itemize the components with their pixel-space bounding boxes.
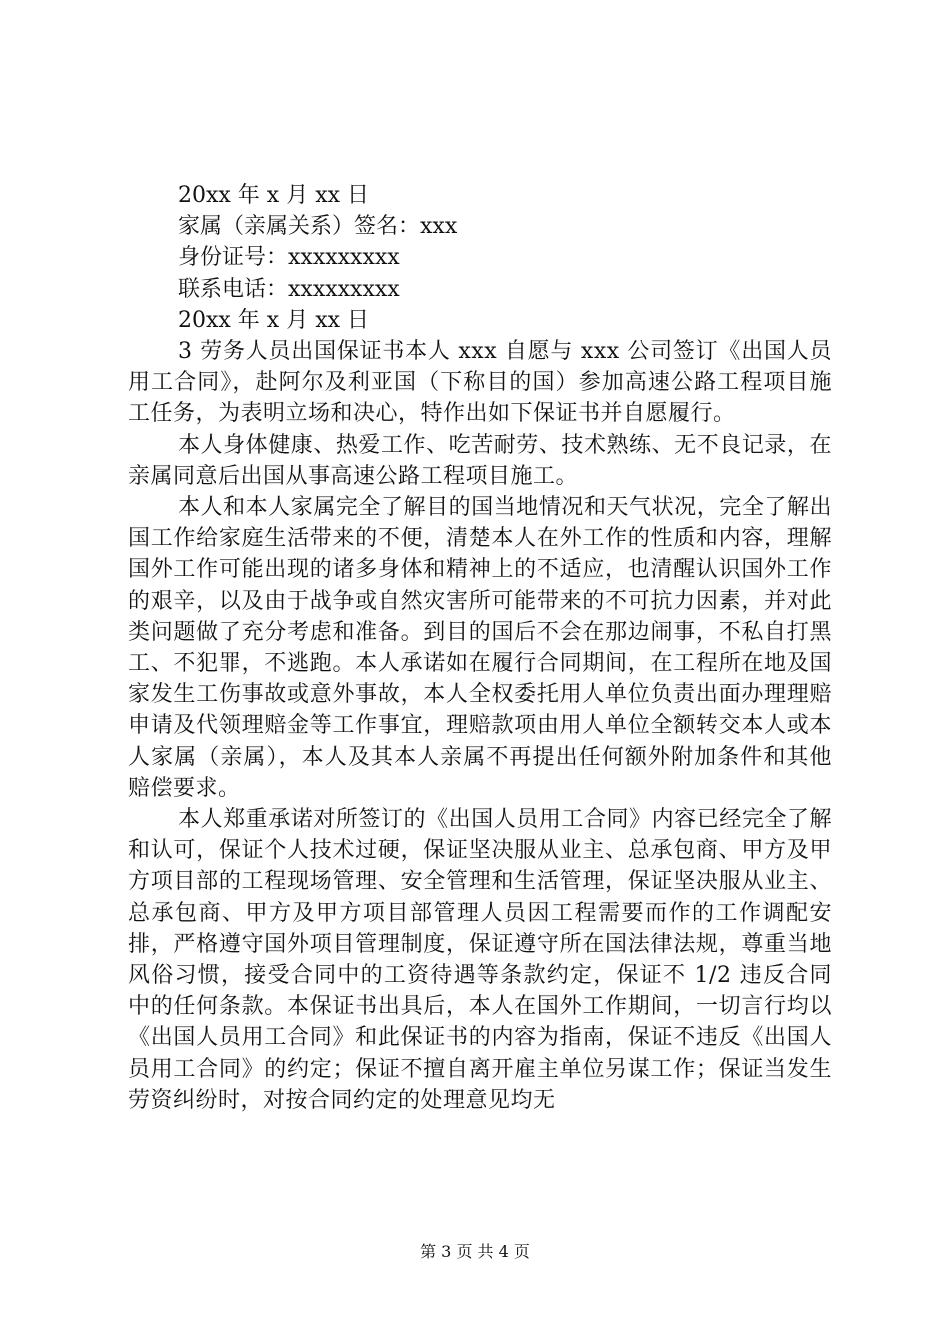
- id-number-line: 身份证号：xxxxxxxxx: [178, 245, 400, 271]
- phone-line: 联系电话：xxxxxxxxx: [178, 276, 400, 302]
- paragraph-intro: 3 劳务人员出国保证书本人 xxx 自愿与 xxx 公司签订《出国人员用工合同》，赴阿尔及利亚国（下称目的国）参加高速公路工程项目施工任务，为表明立场和决心，特作出如下保证书并自愿履行。: [128, 339, 832, 427]
- sign-date-line: 20xx 年 x 月 xx 日: [178, 183, 369, 208]
- paragraph-commitment: 本人郑重承诺对所签订的《出国人员用工合同》内容已经完全了解和认可，保证个人技术过硬，保证坚决服从业主、总承包商、甲方及甲方项目部的工程现场管理、安全管理和生活管理，保证坚决服从业主、总承包商、甲方及甲方项目部管理人员因工程需要而作的工作调配安排，严格遵守国外项目管理制度，保证遵守所在国法律法规，尊重当地风俗习惯，接受合同中的工资待遇等条款约定，保证不 1/2 违反合同中的任何条款。本保证书出具后，本人在国外工作期间，一切言行均以《出国人员用工合同》和此保证书的内容为指南，保证不违反《出国人员用工合同》的约定；保证不擅自离开雇主单位另谋工作；保证当发生劳资纠纷时，对按合同约定的处理意见均无: [128, 807, 832, 1113]
- page-number-footer: 第 3 页 共 4 页: [420, 1242, 530, 1261]
- sign-date-line-2: 20xx 年 x 月 xx 日: [178, 307, 369, 333]
- paragraph-understanding: 本人和本人家属完全了解目的国当地情况和天气状况，完全了解出国工作给家庭生活带来的不便，清楚本人在外工作的性质和内容，理解国外工作可能出现的诸多身体和精神上的不适应，也清醒认识国外工作的艰辛，以及由于战争或自然灾害所可能带来的不可抗力因素，并对此类问题做了充分考虑和准备。到目的国后不会在那边闹事，不私自打黑工、不犯罪，不逃跑。本人承诺如在履行合同期间，在工程所在地及国家发生工伤事故或意外事故，本人全权委托用人单位负责出面办理理赔申请及代领理赔金等工作事宜，理赔款项由用人单位全额转交本人或本人家属（亲属），本人及其本人亲属不再提出任何额外附加条件和其他赔偿要求。: [128, 495, 832, 801]
- document-body: [128, 180, 832, 1116]
- paragraph-health: 本人身体健康、热爱工作、吃苦耐劳、技术熟练、无不良记录，在亲属同意后出国从事高速公路工程项目施工。: [128, 432, 832, 489]
- family-signature-line: 家属（亲属关系）签名：xxx: [178, 214, 458, 240]
